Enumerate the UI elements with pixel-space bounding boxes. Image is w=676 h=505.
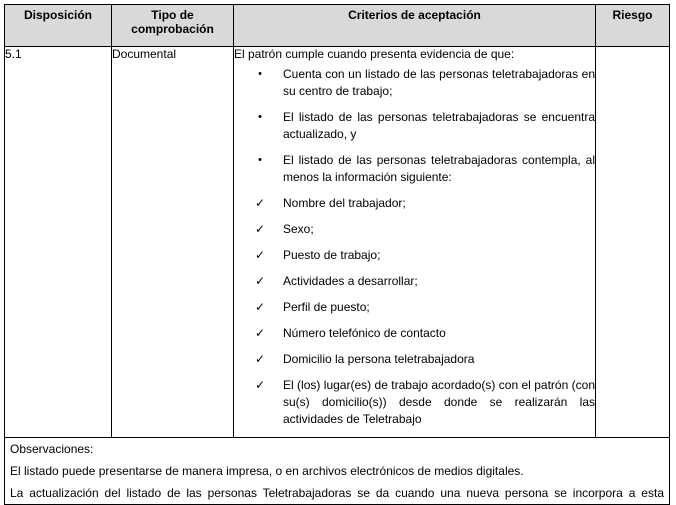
list-item-text: El listado de las personas teletrabajadoras se encuentra actualizado, y [283, 110, 595, 141]
checkmark-icon: ✓ [254, 378, 266, 392]
observaciones-label: Observaciones: [10, 442, 94, 456]
list-item [234, 66, 595, 100]
list-item [234, 273, 595, 290]
list-item [234, 195, 595, 212]
list-item [234, 351, 595, 368]
list-item [234, 299, 595, 316]
list-item-text: Domicilio la persona teletrabajadora [283, 352, 475, 366]
checkmark-icon: ✓ [254, 326, 266, 340]
checkmark-icon: ✓ [254, 274, 266, 288]
list-item [234, 152, 595, 186]
checkmark-icon: ✓ [254, 248, 266, 262]
header-disposicion: Disposición [5, 5, 112, 47]
criterios-cell [234, 47, 596, 438]
list-item-text: El (los) lugar(es) de trabajo acordado(s) con el patrón (con su(s) domicilio(s)) desde donde se realizarán las actividades de Teletrabajo [283, 378, 595, 426]
table-row [5, 47, 670, 438]
list-item-text: Cuenta con un listado de las personas teletrabajadoras en su centro de trabajo; [283, 67, 595, 98]
list-item-text: Perfil de puesto; [283, 300, 370, 314]
list-item [234, 247, 595, 264]
list-item [234, 325, 595, 342]
list-item-text: El listado de las personas teletrabajadoras contempla, al menos la información siguiente: [283, 153, 595, 184]
riesgo-cell [596, 47, 670, 438]
acceptance-criteria-table [4, 4, 670, 505]
observaciones-text: El listado puede presentarse de manera impresa, o en archivos electrónicos de medios digitales. [10, 464, 524, 478]
list-item [234, 221, 595, 238]
header-criterios: Criterios de aceptación [234, 5, 596, 47]
tipo-cell: Documental [112, 47, 234, 438]
observaciones-text: La actualización del listado de las personas Teletrabajadoras se da cuando una nueva persona se incorpora a esta [10, 486, 664, 500]
checkmark-icon: ✓ [254, 300, 266, 314]
checkmark-icon: ✓ [254, 196, 266, 210]
list-item-text: Actividades a desarrollar; [283, 274, 418, 288]
header-riesgo: Riesgo [596, 5, 670, 47]
header-tipo-comprobacion: Tipo de comprobación [112, 5, 234, 47]
observaciones-row [5, 438, 670, 505]
list-item [234, 377, 595, 428]
criteria-list [234, 66, 595, 428]
list-item-text: Nombre del trabajador; [283, 196, 406, 210]
checkmark-icon: ✓ [254, 352, 266, 366]
list-item-text: Sexo; [283, 222, 314, 236]
header-row [5, 5, 670, 47]
checkmark-icon: ✓ [254, 222, 266, 236]
disposicion-cell: 5.1 [5, 47, 112, 438]
bullet-icon: • [258, 111, 262, 123]
list-item [234, 109, 595, 143]
bullet-icon: • [258, 68, 262, 80]
list-item-text: Número telefónico de contacto [283, 326, 446, 340]
list-item-text: Puesto de trabajo; [283, 248, 381, 262]
observaciones-cell [5, 438, 670, 505]
criteria-intro: El patrón cumple cuando presenta evidencia de que: [234, 47, 515, 61]
bullet-icon: • [258, 154, 262, 166]
